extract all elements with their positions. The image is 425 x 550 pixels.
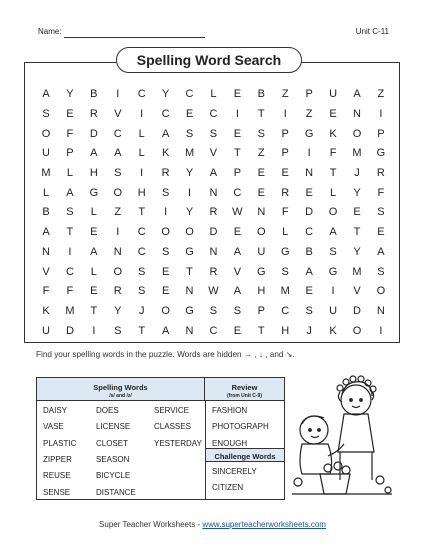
grid-cell[interactable]: I xyxy=(140,108,144,121)
grid-cell[interactable]: L xyxy=(330,186,337,199)
spelling-word: SEASON xyxy=(96,454,130,464)
grid-cell[interactable]: N xyxy=(305,167,314,180)
grid-cell[interactable]: V xyxy=(233,265,242,278)
grid-cell[interactable]: E xyxy=(377,226,385,239)
grid-cell[interactable]: B xyxy=(257,88,265,101)
spelling-word: PLASTIC xyxy=(43,438,77,448)
grid-cell[interactable]: S xyxy=(257,127,265,140)
grid-cell[interactable]: I xyxy=(379,324,383,337)
grid-cell[interactable]: E xyxy=(329,108,337,121)
grid-cell[interactable]: C xyxy=(281,304,290,317)
grid-cell[interactable]: B xyxy=(305,245,313,258)
grid-row xyxy=(37,282,390,302)
grid-cell[interactable]: O xyxy=(113,265,123,278)
grid-cell[interactable]: G xyxy=(304,127,314,140)
challenge-words-header: Challenge Words xyxy=(206,448,284,462)
grid-cell[interactable]: M xyxy=(184,147,195,160)
grid-cell[interactable]: C xyxy=(137,226,146,239)
grid-cell[interactable]: I xyxy=(379,108,383,121)
grid-cell[interactable]: R xyxy=(161,167,170,180)
review-word: FASHION xyxy=(212,406,248,415)
grid-row xyxy=(37,164,390,184)
grid-row xyxy=(37,85,390,105)
spelling-word: CLASSES xyxy=(154,422,191,432)
grid-cell[interactable]: I xyxy=(92,324,96,337)
spelling-words-subtitle: /s/ and /z/ xyxy=(109,393,132,399)
review-header xyxy=(205,378,284,401)
grid-cell[interactable]: O xyxy=(257,226,266,239)
grid-cell[interactable]: E xyxy=(233,324,242,337)
challenge-word: SINCERELY xyxy=(212,467,257,476)
grid-row xyxy=(37,321,390,341)
grid-cell[interactable]: S xyxy=(66,206,74,219)
grid-cell[interactable]: K xyxy=(329,324,337,337)
grid-cell[interactable]: Y xyxy=(161,88,170,101)
grid-cell[interactable]: E xyxy=(353,206,361,219)
grid-row xyxy=(37,203,390,223)
grid-cell[interactable]: N xyxy=(257,206,266,219)
spelling-word: BICYCLE xyxy=(96,471,131,481)
grid-cell[interactable]: U xyxy=(257,245,266,258)
grid-cell[interactable]: I xyxy=(116,226,120,239)
grid-cell[interactable]: N xyxy=(353,108,361,121)
grid-cell[interactable]: L xyxy=(66,167,73,180)
grid-cell[interactable]: M xyxy=(352,265,362,278)
grid-cell[interactable]: H xyxy=(257,285,266,298)
grid-row xyxy=(37,183,390,203)
page-title: Spelling Word Search xyxy=(116,47,302,73)
children-clipart xyxy=(284,370,400,500)
grid-cell[interactable]: R xyxy=(89,108,98,121)
grid-cell[interactable]: I xyxy=(116,88,120,101)
spelling-word: REUSE xyxy=(43,471,71,481)
grid-cell[interactable]: I xyxy=(307,147,311,160)
spelling-word: VASE xyxy=(43,422,64,432)
grid-cell[interactable]: N xyxy=(185,285,194,298)
grid-cell[interactable]: N xyxy=(209,245,218,258)
grid-cell[interactable]: C xyxy=(65,265,74,278)
grid-cell[interactable]: A xyxy=(233,245,242,258)
grid-cell[interactable]: E xyxy=(90,226,98,239)
grid-cell[interactable]: H xyxy=(89,167,98,180)
grid-cell[interactable]: T xyxy=(138,324,146,337)
grid-cell[interactable]: O xyxy=(376,285,386,298)
grid-cell[interactable]: L xyxy=(138,127,145,140)
grid-cell[interactable]: J xyxy=(138,304,145,317)
grid-cell[interactable]: G xyxy=(257,265,266,278)
spelling-words-header xyxy=(37,378,205,401)
grid-cell[interactable]: N xyxy=(185,324,194,337)
grid-cell[interactable]: F xyxy=(377,186,385,199)
grid-cell[interactable]: A xyxy=(353,88,361,101)
grid-cell[interactable]: A xyxy=(114,147,122,160)
grid-cell[interactable]: N xyxy=(376,304,385,317)
grid-cell[interactable]: H xyxy=(137,186,146,199)
grid-cell[interactable]: A xyxy=(305,265,313,278)
grid-cell[interactable]: P xyxy=(66,147,74,160)
grid-cell[interactable]: G xyxy=(185,245,194,258)
grid-cell[interactable]: A xyxy=(209,167,218,180)
grid-cell[interactable]: N xyxy=(42,245,50,258)
grid-cell[interactable]: T xyxy=(90,304,98,317)
word-bank-table xyxy=(36,377,285,500)
grid-cell[interactable]: S xyxy=(209,127,218,140)
grid-cell[interactable]: F xyxy=(66,127,74,140)
grid-cell[interactable]: C xyxy=(233,186,242,199)
grid-cell[interactable]: R xyxy=(281,186,290,199)
grid-cell[interactable]: C xyxy=(209,324,218,337)
grid-cell[interactable]: G xyxy=(328,265,338,278)
grid-cell[interactable]: E xyxy=(233,88,242,101)
grid-row xyxy=(37,105,390,125)
grid-row xyxy=(37,223,390,243)
grid-cell[interactable]: P xyxy=(281,127,289,140)
grid-cell[interactable]: T xyxy=(66,226,74,239)
grid-cell[interactable]: F xyxy=(329,147,337,160)
grid-cell[interactable]: Y xyxy=(353,186,361,199)
grid-cell[interactable]: E xyxy=(281,167,289,180)
girl-head xyxy=(341,385,371,415)
grid-row xyxy=(37,302,390,322)
grid-row xyxy=(37,124,390,144)
grid-cell[interactable]: S xyxy=(233,304,242,317)
grid-row xyxy=(37,144,390,164)
spelling-word: DOES xyxy=(96,406,119,415)
grid-cell[interactable]: S xyxy=(377,265,385,278)
grid-cell[interactable]: A xyxy=(42,88,50,101)
grid-cell[interactable]: L xyxy=(90,206,97,219)
grid-cell[interactable]: A xyxy=(90,245,98,258)
grid-cell[interactable]: E xyxy=(257,186,265,199)
grid-cell[interactable]: S xyxy=(42,108,50,121)
grid-cell[interactable]: N xyxy=(113,245,122,258)
review-title: Review xyxy=(231,383,258,392)
grid-cell[interactable]: A xyxy=(161,127,170,140)
grid-cell[interactable]: O xyxy=(113,186,123,199)
grid-cell[interactable]: A xyxy=(66,186,74,199)
grid-cell[interactable]: M xyxy=(352,147,362,160)
spelling-word: ZIPPER xyxy=(43,454,72,464)
grid-cell[interactable]: E xyxy=(161,265,170,278)
grid-cell[interactable]: C xyxy=(209,108,218,121)
grid-cell[interactable]: A xyxy=(42,226,50,239)
grid-cell[interactable]: P xyxy=(281,147,289,160)
grid-cell[interactable]: V xyxy=(42,265,50,278)
grid-cell[interactable]: I xyxy=(188,186,192,199)
grid-cell[interactable]: I xyxy=(235,108,239,121)
footer xyxy=(0,520,425,529)
grid-cell[interactable]: W xyxy=(232,206,243,219)
grid-cell[interactable]: E xyxy=(257,167,265,180)
grid-cell[interactable]: O xyxy=(161,304,170,317)
grid-cell[interactable]: C xyxy=(137,88,146,101)
grid-cell[interactable]: A xyxy=(377,245,385,258)
grid-cell[interactable]: D xyxy=(65,324,74,337)
grid-cell[interactable]: L xyxy=(138,147,145,160)
grid-cell[interactable]: C xyxy=(305,226,314,239)
grid-cell[interactable]: N xyxy=(209,186,218,199)
grid-cell[interactable]: Z xyxy=(281,88,289,101)
grid-cell[interactable]: Y xyxy=(114,304,122,317)
grid-cell[interactable]: I xyxy=(283,108,287,121)
grid-cell[interactable]: I xyxy=(331,285,335,298)
grid-cell[interactable]: M xyxy=(65,304,75,317)
grid-cell[interactable]: Z xyxy=(114,206,122,219)
grid-cell[interactable]: T xyxy=(234,147,241,160)
grid-cell[interactable]: L xyxy=(42,186,50,199)
unit-label: Unit C-11 xyxy=(355,27,389,36)
grid-cell[interactable]: M xyxy=(280,285,290,298)
grid-cell[interactable]: T xyxy=(186,265,193,278)
grid-cell[interactable]: A xyxy=(329,226,337,239)
grid-cell[interactable]: S xyxy=(209,304,218,317)
grid-cell[interactable]: U xyxy=(42,324,50,337)
grid-cell[interactable]: P xyxy=(305,88,313,101)
grid-cell[interactable]: H xyxy=(281,324,290,337)
grid-cell[interactable]: D xyxy=(89,127,98,140)
grid-cell[interactable]: A xyxy=(161,324,170,337)
grid-cell[interactable]: Y xyxy=(66,88,74,101)
grid-cell[interactable]: L xyxy=(282,226,289,239)
name-line[interactable] xyxy=(64,37,205,38)
grid-cell[interactable]: K xyxy=(329,127,337,140)
review-word: ENOUGH xyxy=(212,438,248,448)
grid-cell[interactable]: R xyxy=(209,265,218,278)
grid-cell[interactable]: S xyxy=(114,324,122,337)
grid-cell[interactable]: C xyxy=(137,245,146,258)
grid-cell[interactable]: V xyxy=(209,147,218,160)
grid-cell[interactable]: S xyxy=(185,127,194,140)
grid-cell[interactable]: U xyxy=(329,88,338,101)
grid-cell[interactable]: K xyxy=(161,147,170,160)
grid-cell[interactable]: T xyxy=(257,324,265,337)
grid-cell[interactable]: T xyxy=(329,167,337,180)
grid-cell[interactable]: T xyxy=(138,206,146,219)
grid-cell[interactable]: E xyxy=(66,108,74,121)
grid-row xyxy=(37,243,390,263)
grid-cell[interactable]: Y xyxy=(185,206,194,219)
grid-cell[interactable]: Z xyxy=(305,108,313,121)
review-word: PHOTOGRAPH xyxy=(212,422,269,432)
grid-cell[interactable]: Y xyxy=(353,245,361,258)
grid-cell[interactable]: V xyxy=(353,285,361,298)
grid-row xyxy=(37,262,390,282)
grid-cell[interactable]: C xyxy=(113,127,122,140)
grid-cell[interactable]: P xyxy=(257,304,265,317)
grid-cell[interactable]: I xyxy=(140,167,144,180)
grid-cell[interactable]: I xyxy=(164,206,168,219)
spelling-word: SERVICE xyxy=(154,406,189,415)
grid-cell[interactable]: O xyxy=(161,226,170,239)
grid-cell[interactable]: R xyxy=(209,206,218,219)
grid-cell[interactable]: S xyxy=(161,245,170,258)
spelling-word: CLOSET xyxy=(96,438,129,448)
grid-cell[interactable]: K xyxy=(42,304,50,317)
grid-cell[interactable]: W xyxy=(208,285,219,298)
grid-cell[interactable]: D xyxy=(209,226,218,239)
grid-cell[interactable]: C xyxy=(185,88,194,101)
spelling-word: YESTERDAY xyxy=(154,438,202,448)
grid-cell[interactable]: M xyxy=(41,167,51,180)
grid-cell[interactable]: R xyxy=(113,285,122,298)
grid-cell[interactable]: Z xyxy=(377,88,385,101)
grid-cell[interactable]: F xyxy=(42,285,50,298)
grid-cell[interactable]: T xyxy=(257,108,265,121)
footer-text: Super Teacher Worksheets - xyxy=(99,520,203,529)
grid-cell[interactable]: O xyxy=(328,206,338,219)
grid-cell[interactable]: V xyxy=(114,108,122,121)
grid-cell[interactable]: E xyxy=(185,108,194,121)
spelling-word: DAISY xyxy=(43,406,68,415)
grid-cell[interactable]: O xyxy=(185,226,194,239)
instructions: Find your spelling words in the puzzle. Words are hidden → , ↓ , and ↘. xyxy=(36,350,295,359)
grid-cell[interactable]: E xyxy=(305,186,313,199)
grid-cell[interactable]: A xyxy=(233,285,242,298)
grid-cell[interactable]: S xyxy=(161,186,170,199)
grid-cell[interactable]: O xyxy=(352,324,362,337)
grid-cell[interactable]: P xyxy=(233,167,242,180)
grid-cell[interactable]: L xyxy=(90,265,97,278)
grid-cell[interactable]: E xyxy=(161,285,170,298)
grid-cell[interactable]: S xyxy=(138,265,146,278)
grid-cell[interactable]: J xyxy=(354,167,360,180)
review-subtitle: (from Unit C-9) xyxy=(227,393,262,399)
grid-cell[interactable]: S xyxy=(114,167,122,180)
grid-cell[interactable]: D xyxy=(305,206,314,219)
grid-cell[interactable]: S xyxy=(138,285,146,298)
grid-cell[interactable]: G xyxy=(89,186,99,199)
grid-cell[interactable]: E xyxy=(90,285,98,298)
grid-cell[interactable]: G xyxy=(376,147,386,160)
grid-cell[interactable]: E xyxy=(305,285,313,298)
grid-cell[interactable]: Z xyxy=(257,147,265,160)
footer-link[interactable]: www.superteacherworksheets.com xyxy=(202,520,326,529)
grid-cell[interactable]: I xyxy=(68,245,72,258)
grid-cell[interactable]: Y xyxy=(185,167,194,180)
grid-cell[interactable]: S xyxy=(329,245,337,258)
grid-cell[interactable]: C xyxy=(161,108,170,121)
grid-cell[interactable]: P xyxy=(377,127,385,140)
letter-grid xyxy=(37,85,390,341)
grid-cell[interactable]: L xyxy=(210,88,217,101)
grid-cell[interactable]: F xyxy=(281,206,289,219)
grid-cell[interactable]: U xyxy=(42,147,50,160)
grid-cell[interactable]: A xyxy=(90,147,98,160)
grid-cell[interactable]: S xyxy=(281,265,289,278)
challenge-word: CITIZEN xyxy=(212,483,244,493)
grid-cell[interactable]: O xyxy=(352,127,362,140)
spelling-word: SENSE xyxy=(43,487,71,497)
grid-cell[interactable]: G xyxy=(185,304,194,317)
grid-cell[interactable]: D xyxy=(353,304,361,317)
grid-cell[interactable]: E xyxy=(233,226,242,239)
grid-cell[interactable]: G xyxy=(280,245,290,258)
grid-cell[interactable]: O xyxy=(41,127,51,140)
spelling-word: LICENSE xyxy=(96,422,131,432)
grid-cell[interactable]: T xyxy=(353,226,361,239)
grid-cell[interactable]: F xyxy=(66,285,74,298)
grid-cell[interactable]: B xyxy=(90,88,98,101)
grid-cell[interactable]: B xyxy=(42,206,50,219)
spelling-word: DISTANCE xyxy=(96,487,136,497)
grid-cell[interactable]: R xyxy=(376,167,385,180)
spelling-words-title: Spelling Words xyxy=(93,383,148,392)
name-label: Name: xyxy=(38,27,62,36)
grid-cell[interactable]: S xyxy=(377,206,385,219)
grid-cell[interactable]: S xyxy=(305,304,313,317)
grid-cell[interactable]: J xyxy=(306,324,312,337)
grid-cell[interactable]: E xyxy=(233,127,242,140)
grid-cell[interactable]: U xyxy=(329,304,338,317)
